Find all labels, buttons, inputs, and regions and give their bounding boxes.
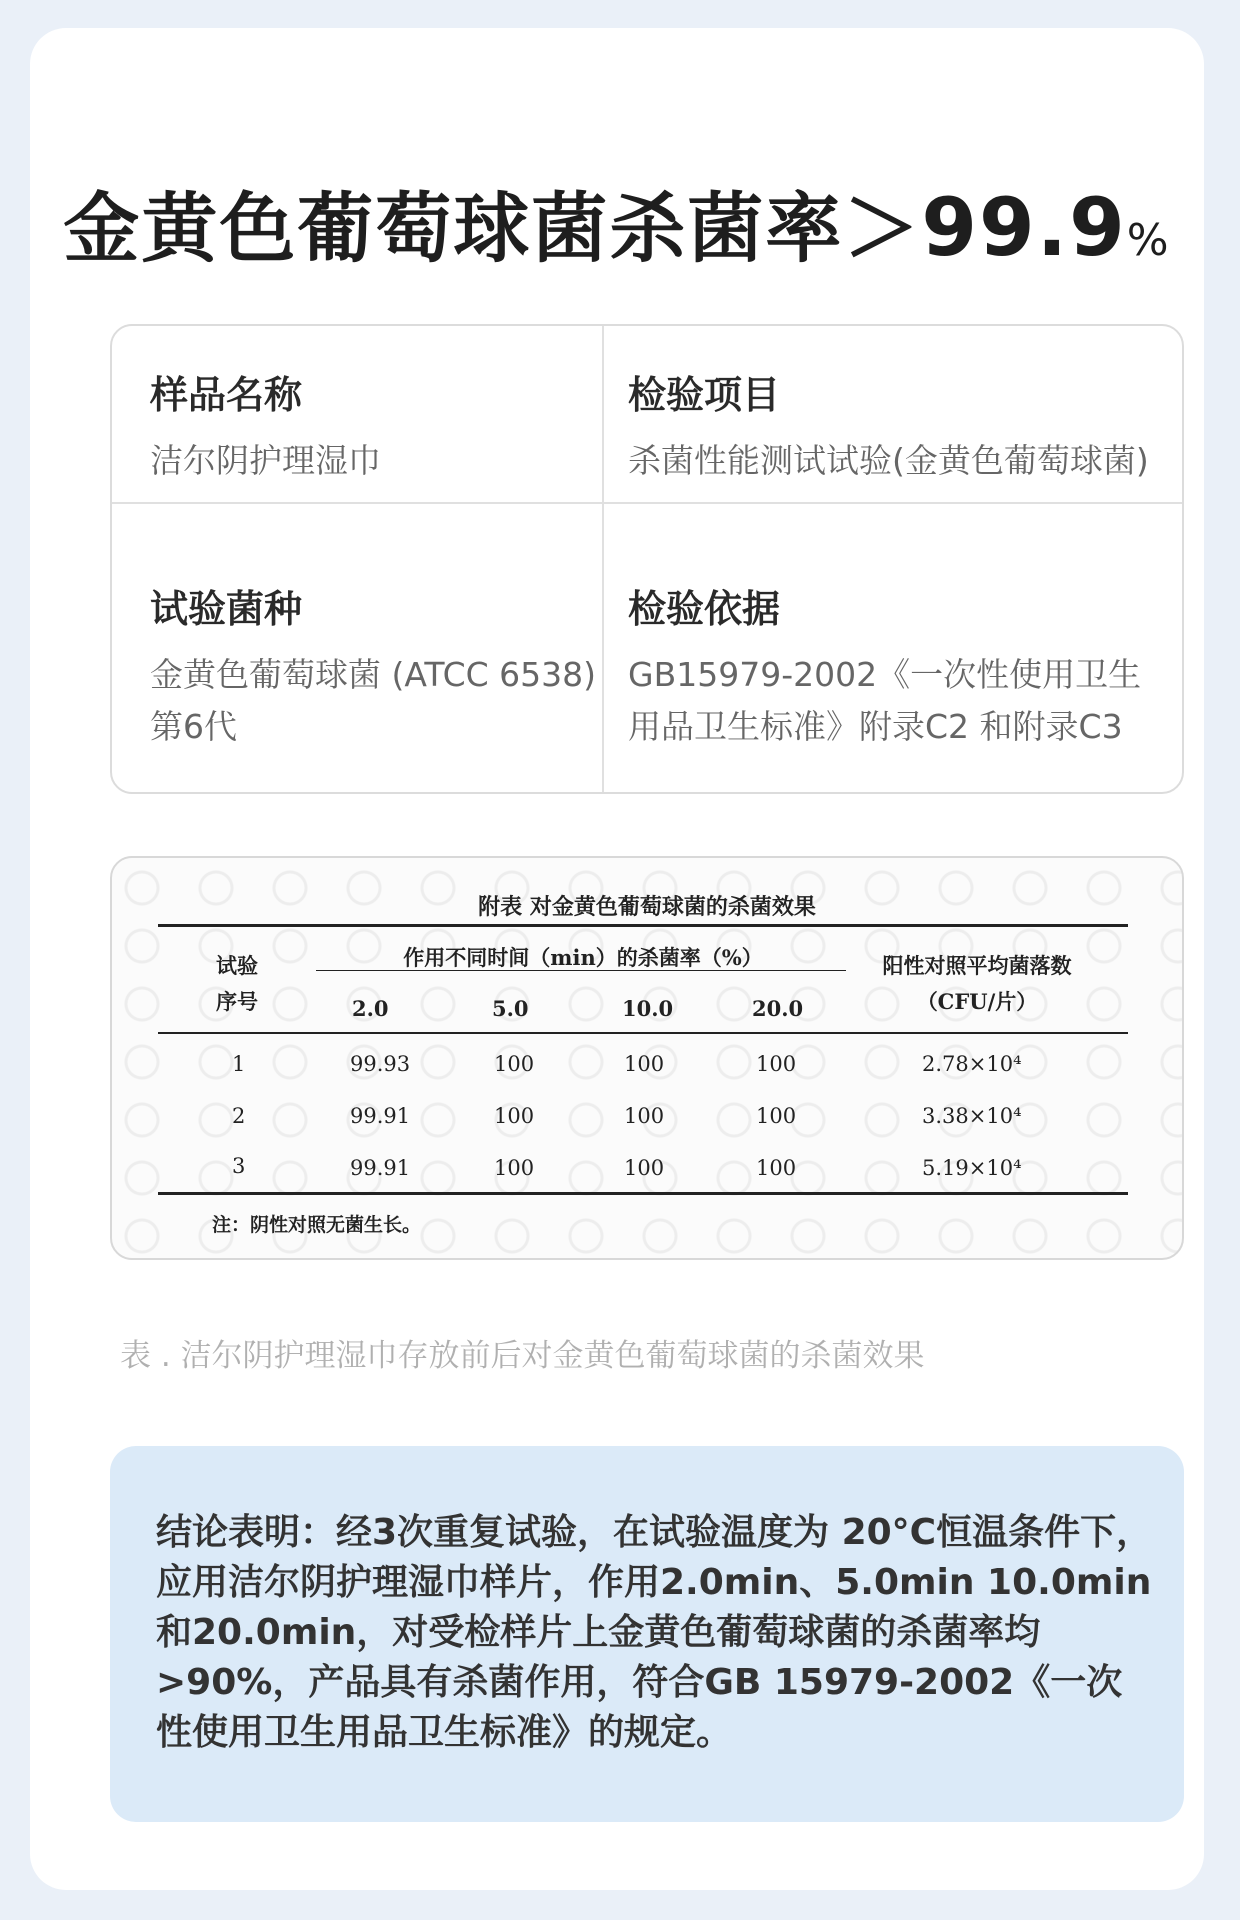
row-2-control: 3.38×10⁴	[922, 1104, 1022, 1128]
test-info-grid	[110, 324, 1184, 794]
row-2-v1: 99.91	[350, 1104, 411, 1128]
time-header-2: 5.0	[492, 996, 529, 1021]
sample-name-label: 样品名称	[150, 373, 303, 417]
row-1-v3: 100	[624, 1052, 665, 1076]
basis-cell	[628, 578, 1168, 753]
row-3-v3: 100	[624, 1156, 665, 1180]
test-item-value: 杀菌性能测试试验(金黄色葡萄球菌)	[628, 441, 1149, 480]
table-caption: 表 . 洁尔阴护理湿巾存放前后对金黄色葡萄球菌的杀菌效果	[120, 1338, 925, 1374]
row-2-v3: 100	[624, 1104, 665, 1128]
control-header-line2: （CFU/片）	[916, 989, 1038, 1014]
title-number: 99.9	[921, 181, 1127, 274]
strain-cell	[150, 578, 600, 753]
basis-label: 检验依据	[628, 587, 781, 631]
grid-divider-horizontal	[112, 502, 1182, 504]
control-header-line1: 阳性对照平均菌落数	[882, 953, 1072, 978]
row-1-v2: 100	[494, 1052, 535, 1076]
grid-divider-vertical	[602, 326, 604, 792]
row-1-no: 1	[232, 1052, 246, 1076]
row-3-v1: 99.91	[350, 1156, 411, 1180]
test-item-cell	[628, 364, 1168, 487]
scan-table-title: 附表 对金黄色葡萄球菌的杀菌效果	[478, 894, 816, 920]
group-header: 作用不同时间（min）的杀菌率（%）	[403, 945, 763, 970]
time-header-3: 10.0	[622, 996, 674, 1021]
table-bottom-rule	[158, 1192, 1128, 1195]
row-1-v4: 100	[756, 1052, 797, 1076]
sample-name-value: 洁尔阴护理湿巾	[150, 441, 381, 480]
strain-value: 金黄色葡萄球菌 (ATCC 6538) 第6代	[150, 655, 597, 746]
row-2-v4: 100	[756, 1104, 797, 1128]
col-no-line2: 序号	[216, 989, 258, 1014]
table-note: 注：阴性对照无菌生长。	[212, 1214, 422, 1236]
conclusion-text: 结论表明：经3次重复试验，在试验温度为 20°C恒温条件下，应用洁尔阴护理湿巾样片，作用2.0min、5.0min 10.0min和20.0min，对受检样片上金黄色葡萄球菌的杀菌率均>90%，产品具有杀菌作用，符合GB 15979-2002《一次性使用卫生用品卫生标准》的规定。	[156, 1512, 1153, 1753]
scanned-results-table	[110, 856, 1184, 1260]
time-header-4: 20.0	[752, 996, 804, 1021]
row-3-no: 3	[232, 1154, 246, 1178]
page-title	[30, 168, 1204, 277]
basis-value: GB15979-2002《一次性使用卫生用品卫生标准》附录C2 和附录C3	[628, 655, 1142, 746]
row-1-v1: 99.93	[350, 1052, 411, 1076]
table-top-rule	[158, 924, 1128, 927]
row-3-v4: 100	[756, 1156, 797, 1180]
test-item-label: 检验项目	[628, 373, 781, 417]
title-unit: %	[1126, 215, 1171, 266]
content-card	[30, 28, 1204, 1890]
row-2-no: 2	[232, 1104, 246, 1128]
header-bottom-rule	[158, 1032, 1128, 1034]
row-1-control: 2.78×10⁴	[922, 1052, 1022, 1076]
row-2-v2: 100	[494, 1104, 535, 1128]
title-main: 金黄色葡萄球菌杀菌率＞	[63, 184, 922, 273]
strain-label: 试验菌种	[150, 587, 303, 631]
col-no-line1: 试验	[216, 953, 258, 978]
sample-name-cell	[150, 364, 590, 487]
row-3-control: 5.19×10⁴	[922, 1156, 1022, 1180]
conclusion-box	[110, 1446, 1184, 1822]
time-header-1: 2.0	[352, 996, 389, 1021]
row-3-v2: 100	[494, 1156, 535, 1180]
